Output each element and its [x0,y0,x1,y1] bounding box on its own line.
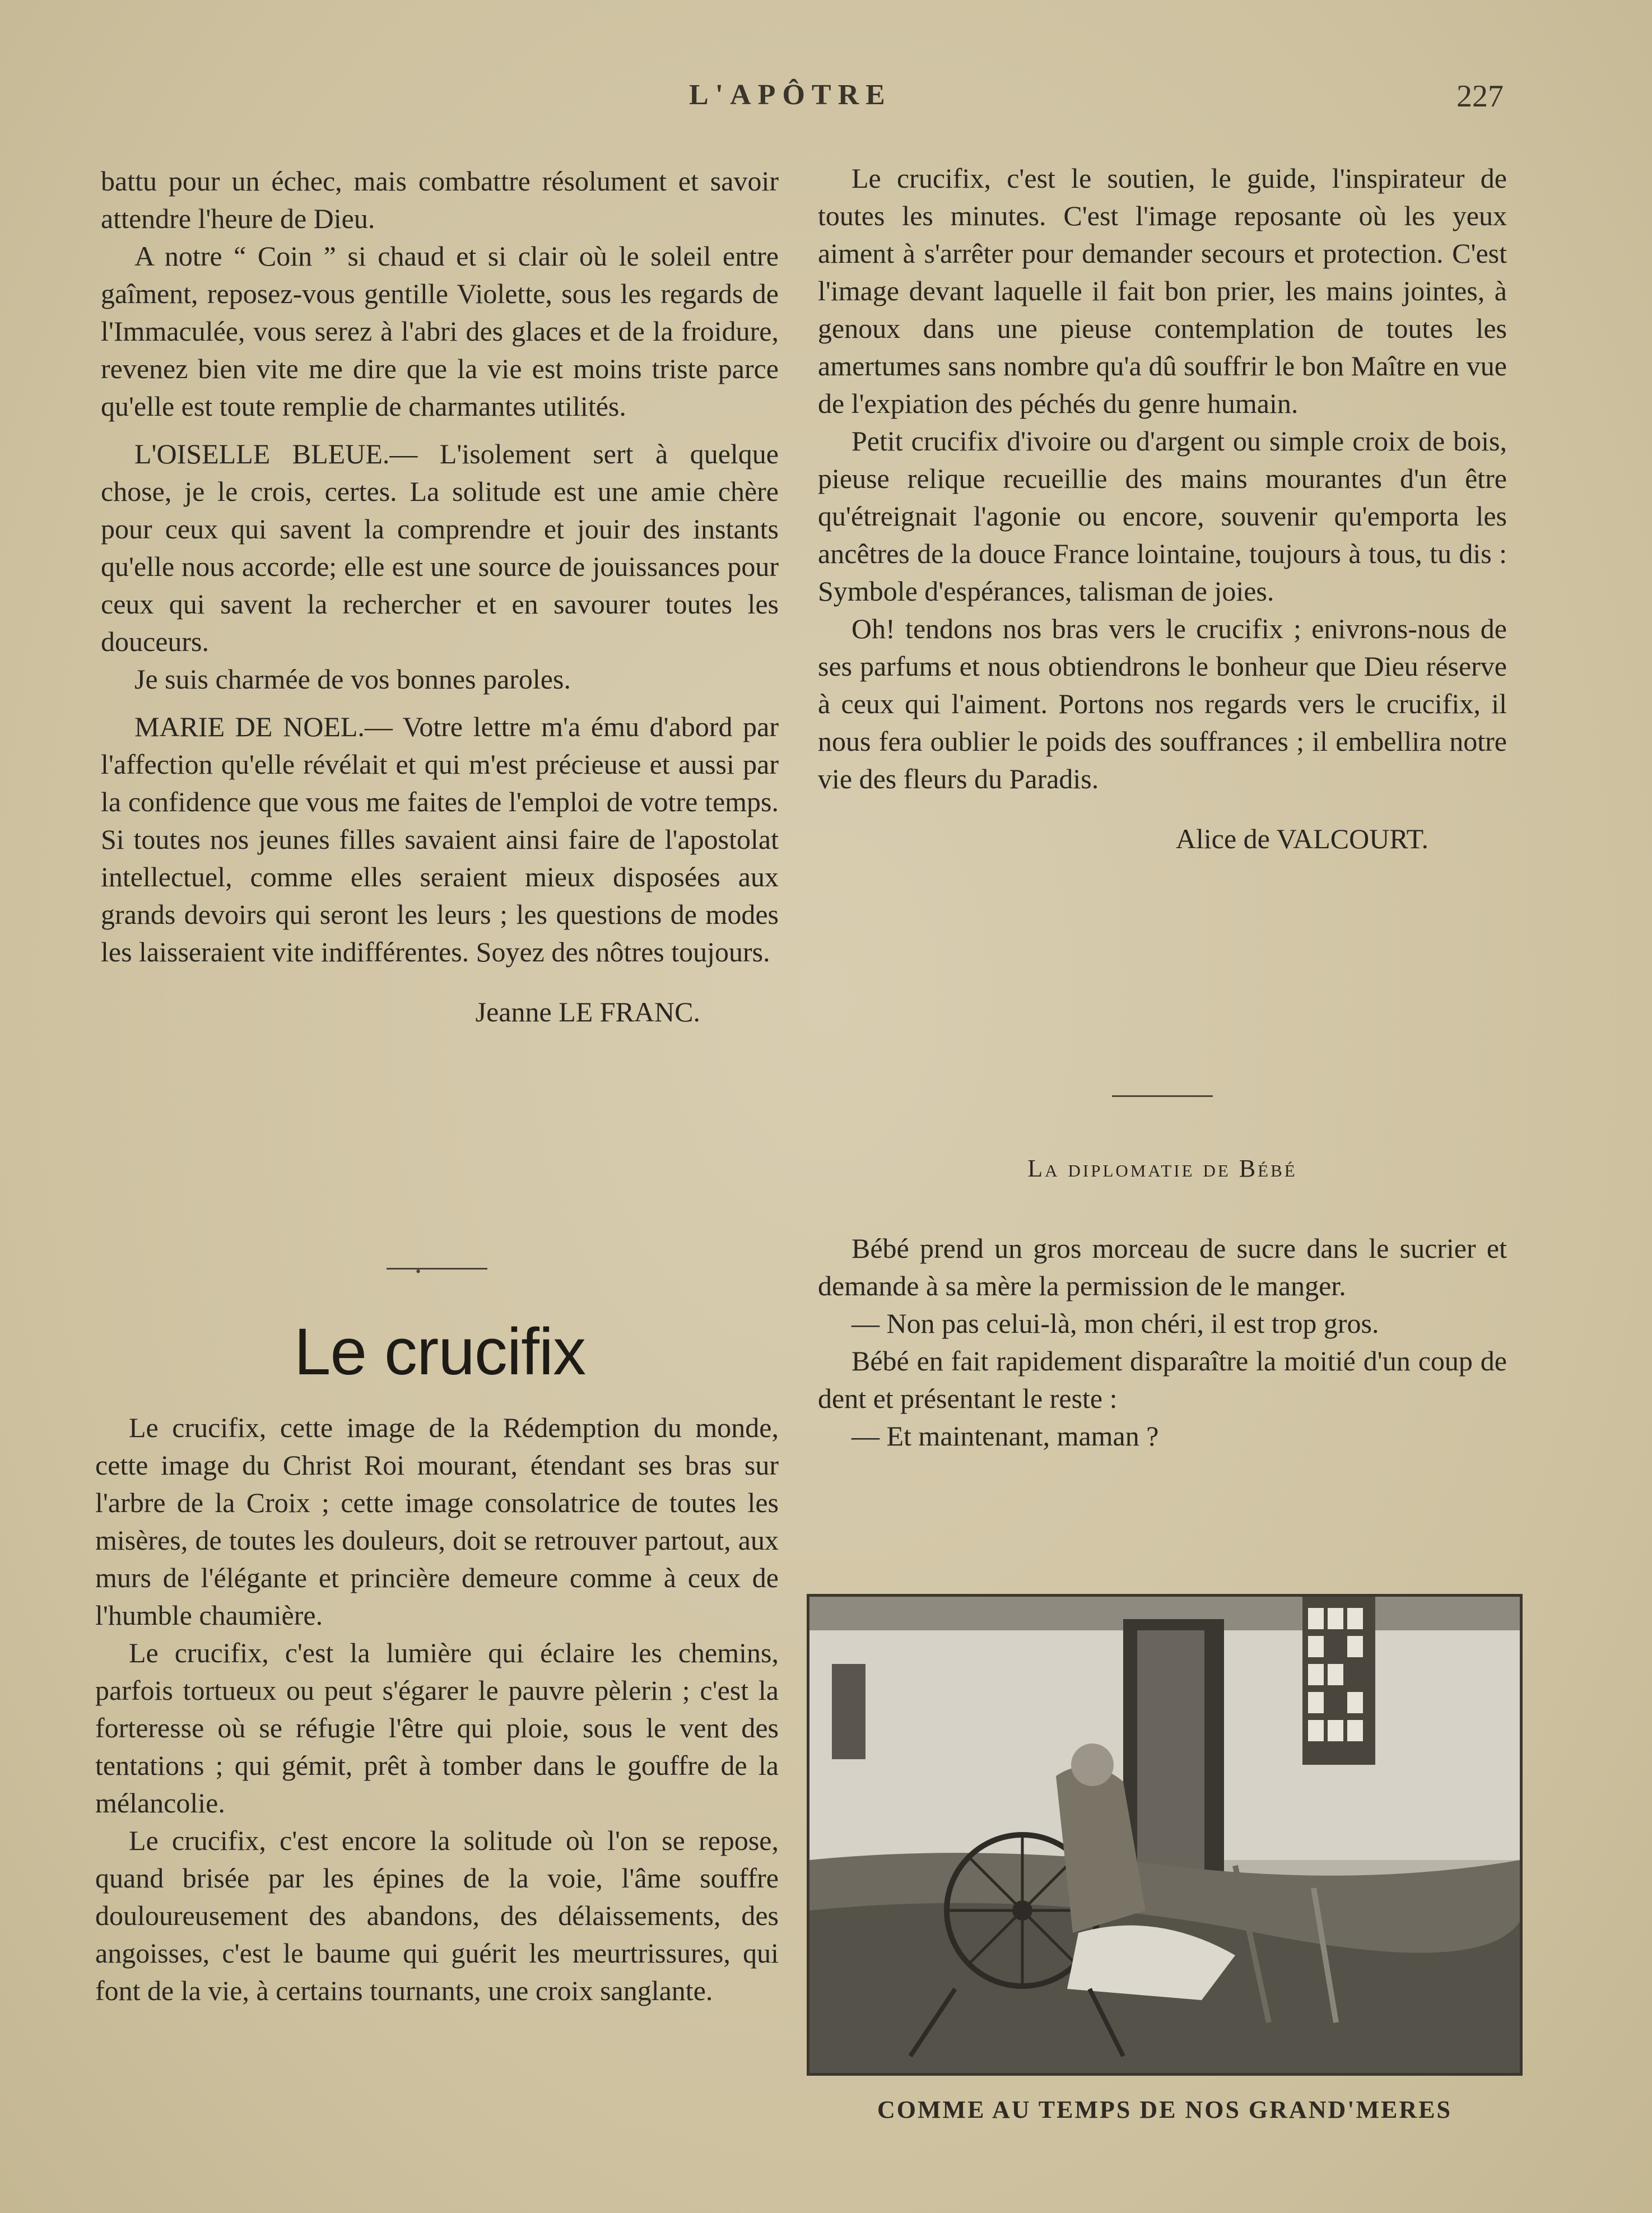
paragraph: battu pour un échec, mais combattre résolument et savoir attendre l'heure de Dieu. [101,165,779,234]
paragraph: — Et maintenant, maman ? [851,1420,1159,1452]
paragraph: Le crucifix, c'est le soutien, le guide, l'inspirateur de toutes les minutes. C'est l'image reposante où les yeux aiment à s'arrêter pour demander secours et protection. C'est l'image devant laquelle il fait bon prier, les mains jointes, à genoux dans une pieuse contemplation de toutes les amertumes sans nombre qu'a dû souffrir le bon Maître en vue de l'expiation des péchés du genre humain. [818,162,1507,419]
divider-ornament: • [416,1263,421,1280]
left-column-top [101,162,779,1031]
left-column-bottom [95,1409,779,2010]
photo-spinning-wheel [807,1594,1523,2076]
right-column-bottom [818,1230,1507,1455]
paragraph: Oh! tendons nos bras vers le crucifix ; enivrons-nous de ses parfums et nous obtiendrons le bonheur que Dieu réserve à ceux qui l'aiment. Portons nos regards vers le crucifix, il nous fera oublier le poids des souffrances ; il embellira notre vie des fleurs du Paradis. [818,613,1507,794]
right-column-top [818,160,1507,858]
page-number: 227 [1456,79,1504,114]
paragraph: — Non pas celui-là, mon chéri, il est trop gros. [851,1308,1379,1339]
paragraph: Le crucifix, c'est encore la solitude où l'on se repose, quand brisée par les épines de la voie, l'âme souffre douloureusement des abandons, des délaissements, des angoisses, c'est le baume qui guérit les meurtrissures, qui font de la vie, à certains tournants, une croix sanglante. [95,1825,779,2006]
paragraph-marie-de-noel: MARIE DE NOEL.— Votre lettre m'a ému d'abord par l'affection qu'elle révélait et qui m'est précieuse et aussi par la confidence que vous me faites de l'emploi de votre temps. Si toutes nos jeunes filles savaient ainsi faire de l'apostolat intellectuel, comme elles seraient mieux disposées aux grands devoirs qui seront les leurs ; les questions de modes les laisseraient vite indifférentes. Soyez des nôtres toujours. [101,711,779,968]
signature-jeanne-le-franc: Jeanne LE FRANC. [475,996,700,1028]
paragraph: Bébé prend un gros morceau de sucre dans le sucrier et demande à sa mère la permission de le manger. [818,1233,1507,1301]
paragraph: Bébé en fait rapidement disparaître la moitié d'un coup de dent et présentant le reste : [818,1345,1507,1414]
paragraph: Le crucifix, cette image de la Rédemption du monde, cette image du Christ Roi mourant, étendant ses bras sur l'arbre de la Croix ; cette image consolatrice de toutes les misères, de toutes les douleurs, doit se retrouver partout, aux murs de l'élégante et princière demeure comme à ceux de l'humble chaumière. [95,1412,779,1631]
photo-caption: COMME AU TEMPS DE NOS GRAND'MERES [877,2096,1452,2123]
running-header-title: L'APÔTRE [689,79,892,111]
paragraph: Le crucifix, c'est la lumière qui éclaire les chemins, parfois tortueux ou peut s'égarer le pauvre pèlerin ; c'est la forteresse où se réfugie l'être qui ploie, sous le vent des tentations ; qui gémit, prêt à tomber dans le gouffre de la mélancolie. [95,1637,779,1819]
photo-illustration [809,1597,1520,2073]
article-title: Le crucifix [294,1315,586,1389]
paragraph: Je suis charmée de vos bonnes paroles. [134,663,571,695]
section-divider [387,1268,487,1270]
paragraph-oiselle-bleue: L'OISELLE BLEUE.— L'isolement sert à quelque chose, je le crois, certes. La solitude est une amie chère pour ceux qui savent la comprendre et jouir des instants qu'elle nous accorde; elle est une source de jouissances pour ceux qui savent la rechercher et en savourer toutes les douceurs. [101,438,779,657]
section-heading: La diplomatie de Bébé [1027,1155,1297,1182]
paragraph: Petit crucifix d'ivoire ou d'argent ou simple croix de bois, pieuse relique recueillie des mains mourantes d'un être qu'étreignait l'agonie ou encore, souvenir qu'emporta les ancêtres de la douce France lointaine, toujours à tous, tu dis : Symbole d'espérances, talisman de joies. [818,425,1507,607]
section-divider [1112,1095,1213,1097]
paragraph: A notre “ Coin ” si chaud et si clair où le soleil entre gaîment, reposez-vous gentille Violette, sous les regards de l'Immaculée, vous serez à l'abri des glaces et de la froidure, revenez bien vite me dire que la vie est moins triste parce qu'elle est toute remplie de charmantes utilités. [101,240,779,422]
signature-alice-de-valcourt: Alice de VALCOURT. [1175,823,1428,854]
